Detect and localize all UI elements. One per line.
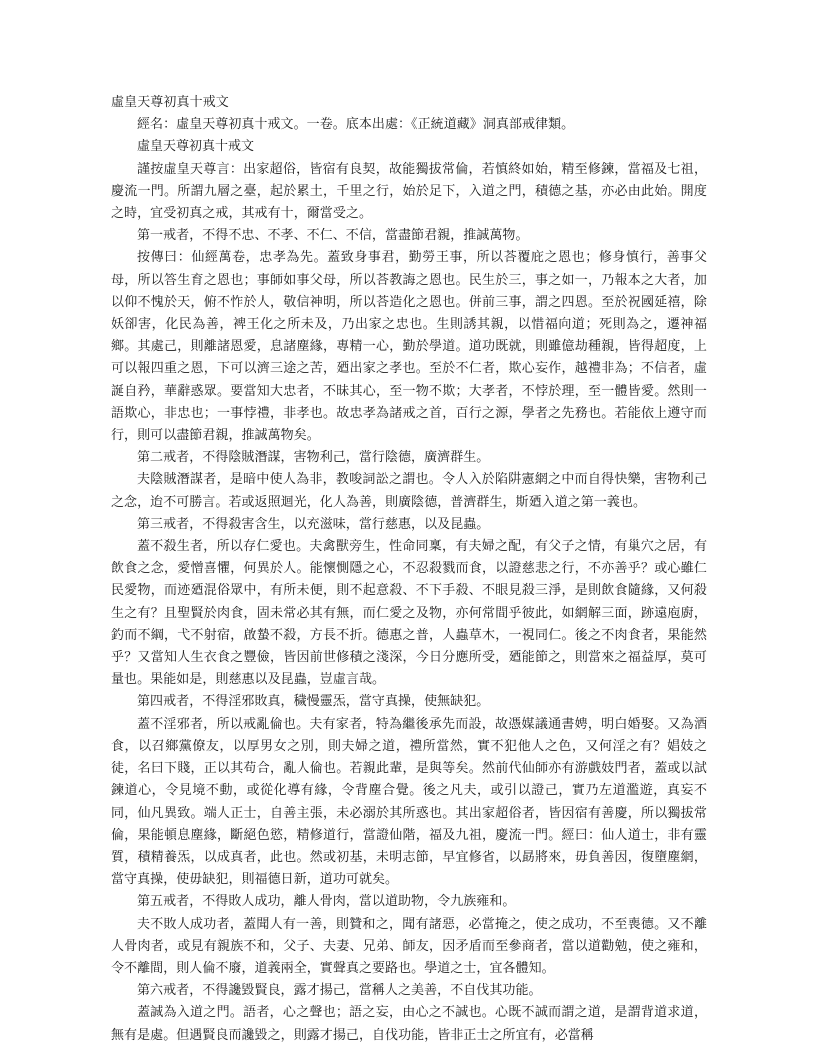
- precept-5-commentary: 夫不敗人成功者，蓋聞人有一善，則贊和之，聞有諸惡，必當掩之，使之成功，不至喪德。又不離人骨肉者，或見有親族不和，父子、夫妻、兄弟、師友，因矛盾而至參商者，當以道勸勉，使之雍和，令不離間，則人倫不廢，道義兩全，實聲真之要路也。學道之士，宜各體知。: [111, 916, 707, 976]
- precept-2-heading: 第二戒者，不得陰賊潛謀，害物利己，當行陰德，廣濟群生。: [137, 450, 490, 466]
- document-subtitle: 虛皇天尊初真十戒文: [137, 139, 255, 155]
- precept-3-commentary: 蓋不殺生者，所以存仁愛也。夫禽獸旁生，性命同稟，有夫婦之配，有父子之情，有巢穴之居，有飲食之念，愛憎喜懼，何異於人。能懷惻隱之心，不忍殺戮而食，以證慈悲之行，不亦善乎？或心雖仁民愛物，而迹廼混俗眾中，有所未便，則不起意殺、不下手殺、不眼見殺三淨，是則飲食隨緣，又何殺生之有？且聖賢於肉食，固未常必其有無，而仁愛之及物，亦何常間乎彼此，如網解三面，跡遠庖廚，釣而不綱，弋不射宿，啟蟄不殺，方長不折。德惠之普，人蟲草木，一視同仁。後之不肉食者，果能然乎？又當知人生衣食之豐儉，皆因前世修積之淺深，今日分應所受，廼能節之，則當來之福益厚，莫可量也。果能如是，則慈惠以及昆蟲，豈虛言哉。: [111, 539, 707, 688]
- precept-6-commentary: 蓋誠為入道之門。語者，心之聲也；語之妄，由心之不誠也。心既不誠而謂之道，是謂背道求道，無有是處。但遇賢良而讒毀之，則露才揚己，自伐功能，皆非正士之所宜有，必當稱: [111, 1005, 707, 1043]
- precept-3-heading: 第三戒者，不得殺害含生，以充滋味，當行慈惠，以及昆蟲。: [137, 516, 490, 532]
- scripture-info-line: 經名：虛皇天尊初真十戒文。一卷。底本出處：《正統道藏》洞真部戒律類。: [137, 117, 575, 133]
- precept-1-commentary: 按傳曰：仙經萬卷，忠孝為先。蓋致身事君，勤勞王事，所以荅覆庇之恩也；修身慎行，善事父母，所以答生育之恩也；事師如事父母，所以荅教誨之恩也。民生於三，事之如一，乃報本之大者，加以仰不愧於天，俯不怍於人，敬信神明，所以荅造化之恩也。併前三事，謂之四恩。至於祝國延禧，除妖卻害，化民為善，裨王化之所未及，乃出家之忠也。生則誘其親，以惜福向道；死則為之，遷神福鄉。其處己，則離諸恩愛，息諸塵緣，專精一心，勤於學道。道功既就，則雖億劫種親，皆得超度，上可以報四重之恩，下可以濟三途之苦，廼出家之孝也。至於不仁者，欺心妄作，越禮非為；不信者，虛誕自矜，華辭惑眾。要當知大忠者，不昧其心，至一物不欺；大孝者，不悖於理，至一體皆愛。然則一語欺心，非忠也；一事悖禮，非孝也。故忠孝為諸戒之首，百行之源，學者之先務也。若能依上遵守而行，則可以盡節君親，推誠萬物矣。: [111, 250, 707, 444]
- precept-6-heading: 第六戒者，不得讒毀賢良，露才揚己，當稱人之美善，不自伐其功能。: [137, 983, 542, 999]
- paragraph-preface: 謹按虛皇天尊言：出家超俗，皆宿有良契，故能獨拔常倫，若慎終如始，精至修鍊，當福及七祖，慶流一門。所謂九層之臺，起於累土，千里之行，始於足下，入道之門，積德之基，亦必由此始。開度之時，宜受初真之戒，其戒有十，爾當受之。: [111, 161, 707, 222]
- document-body: [111, 92, 707, 1047]
- precept-5-heading: 第五戒者，不得敗人成功，離人骨肉，當以道助物，令九族雍和。: [137, 894, 516, 910]
- page-title: 虛皇天尊初真十戒文: [111, 95, 229, 110]
- precept-4-commentary: 蓋不淫邪者，所以戒亂倫也。夫有家者，特為繼後承先而設，故憑媒議通書娉，明白婚娶。又為酒食，以召鄉黨僚友，以厚男女之別，則夫婦之道，禮所當然，實不犯他人之色，又何淫之有？娼妓之徒，名曰下賤，正以其苟合，亂人倫也。若親此輩，是與等矣。然前代仙師亦有游戲妓門者，蓋或以試鍊道心，令見境不動，或從化導有緣，令背塵合覺。後之凡夫，或引以證己，實乃左道濫遊，真妄不同，仙凡異致。端人正士，自善主張，未必溺於其所惑也。其出家超俗者，皆因宿有善慶，所以獨拔常倫，果能頓息塵緣，斷絕色慾，精修道行，當證仙階，福及九祖，慶流一門。經曰：仙人道士，非有靈質，積精養炁，以成真者，此也。然或初基，未明志節，早宜修省，以勗將來，毋負善因，復墮塵網，當守真操，使毋缺犯，則福德日新，道功可就矣。: [111, 716, 707, 888]
- precept-2-commentary: 夫陰賊潛謀者，是暗中使人為非，教唆詞訟之謂也。令人入於陷阱憲網之中而自得快樂，害物利己之念，迨不可勝言。若或返照迴光，化人為善，則廣陰德，普濟群生，斯廼入道之第一義也。: [111, 472, 707, 510]
- precept-1-heading: 第一戒者，不得不忠、不孝、不仁、不信，當盡節君親，推誠萬物。: [137, 228, 529, 244]
- precept-4-heading: 第四戒者，不得淫邪敗真，穢慢靈炁，當守真操，使無缺犯。: [137, 694, 490, 710]
